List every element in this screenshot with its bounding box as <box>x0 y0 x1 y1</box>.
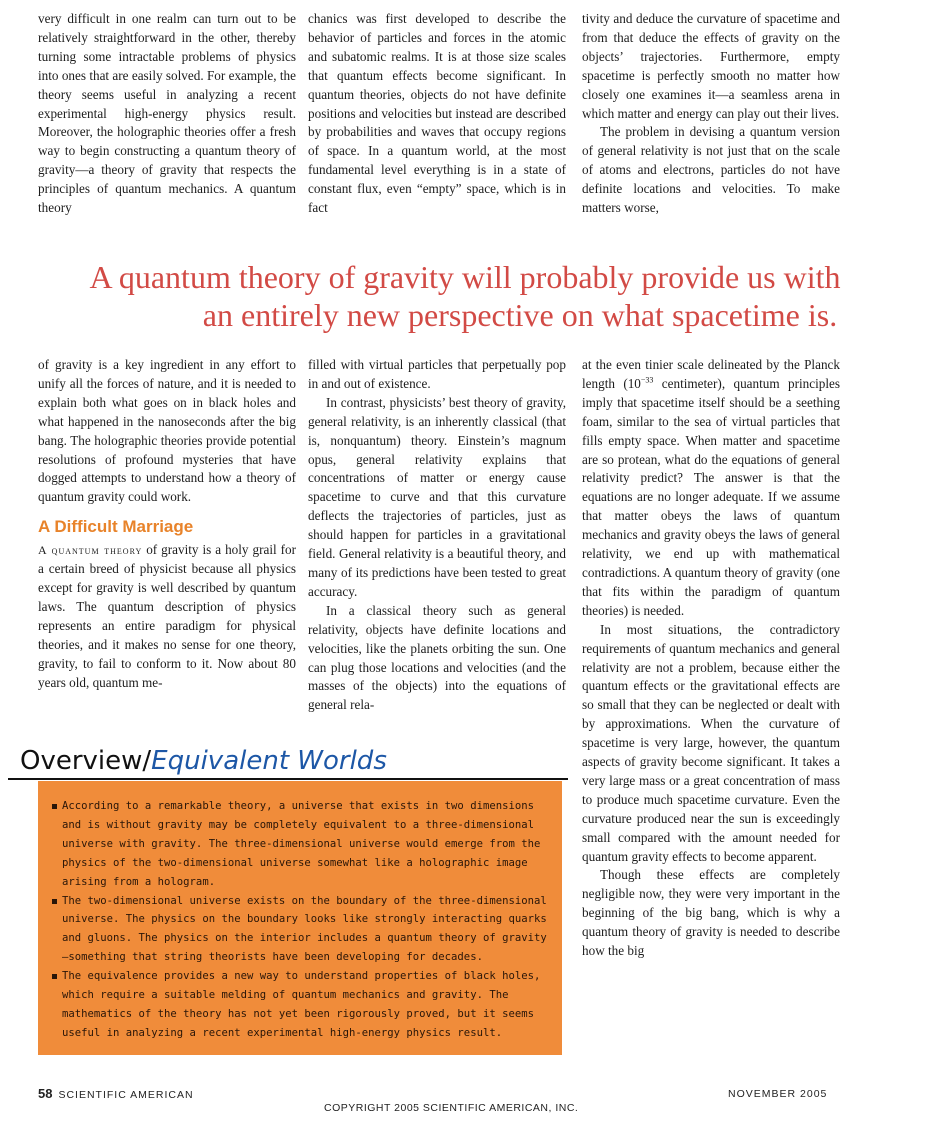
top-column-3 <box>582 10 840 242</box>
body-text: at the even tinier scale delineated by the Planck length (10 <box>582 357 840 391</box>
overview-bullet <box>52 892 548 968</box>
body-paragraph: The problem in devising a quantum version of general relativity is not just that on the scale of atoms and electrons, particles do not have definite locations and velocities. To make matters worse, <box>582 124 840 216</box>
bottom-column-3 <box>582 356 840 1061</box>
body-paragraph: very difficult in one realm can turn out to be relatively straightforward in the other, thereby turning some intractable problems of physics into ones that are easily solved. For example, the theory seems useful in analyzing a recent experimental high-energy physics result. Moreover, the holographic theories offer a fresh way to begin constructing a quantum theory of gravity—a theory of gravity that respects the principles of quantum mechanics. A quantum theory <box>38 11 296 216</box>
overview-title <box>20 746 387 776</box>
body-paragraph: In most situations, the contradictory requirements of quantum mechanics and general relativity are not a problem, because either the quantum effects or the gravitational effects are so small that they can be neglected or dealt with by approximations. When the curvature of spacetime is very large, however, the quantum aspects of gravity become significant. It takes a very large mass or a great concentration of mass to produce much spacetime curvature. Even the curvature produced near the sun is exceedingly small compared with the amount needed for quantum gravity effects to become apparent. <box>582 621 840 864</box>
body-text: of gravity is a holy grail for a certain breed of physicist because all physics except for gravity is well described by quantum laws. The quantum description of physics represents an entire paradigm for physical theories, and it makes no sense for one theory, gravity, to fail to conform to it. Now about 80 years old, quantum me- <box>38 542 296 690</box>
bullet-square-icon <box>52 899 57 904</box>
overview-box <box>38 781 562 1055</box>
pull-quote-line-1: A quantum theory of gravity will probably provide us with <box>89 259 841 295</box>
body-paragraph <box>582 356 840 621</box>
footer-left <box>38 1086 194 1101</box>
lead-in-small-caps: A quantum theory <box>38 543 143 558</box>
body-paragraph: of gravity is a key ingredient in any effort to unify all the forces of nature, and it is needed to explain both what goes on in black holes and what happened in the nanoseconds after the big bang. The holographic theories provide potential resolutions of profound mysteries that have dogged attempts to understand how a theory of quantum gravity could work. <box>38 357 296 505</box>
overview-bullet-text: According to a remarkable theory, a universe that exists in two dimensions and is without gravity may be completely equivalent to a three-dimensional universe with gravity. The three-dimensional universe would emerge from the physics of the two-dimensional universe somewhat like a holographic image arising from a hologram. <box>62 800 541 888</box>
section-subhead: A Difficult Marriage <box>38 517 194 537</box>
overview-bullet-text: The two-dimensional universe exists on the boundary of the three-dimensional universe. The physics on the boundary looks like strongly interacting quarks and gluons. The physics on the interior includes a quantum theory of gravity—something that string theorists have been developing for decades. <box>62 894 547 964</box>
overview-bullet-text: The equivalence provides a new way to understand properties of black holes, which require a suitable melding of quantum mechanics and gravity. The mathematics of the theory has not yet been rigorously proved, but it seems useful in analyzing a recent experimental high-energy physics result. <box>62 970 541 1039</box>
body-paragraph: filled with virtual particles that perpetually pop in and out of existence. <box>308 357 566 391</box>
bullet-square-icon <box>52 804 57 809</box>
overview-bullet-list <box>52 797 548 1043</box>
exponent: −33 <box>640 375 654 385</box>
body-paragraph: tivity and deduce the curvature of spacetime and from that deduce the effects of gravity on the objects’ trajectories. Furthermore, empty spacetime is perfectly smooth no matter how closely one examines it—a seamless arena in which matter and energy can play out their lives. <box>582 11 840 121</box>
body-paragraph: chanics was first developed to describe the behavior of particles and forces in the atomic and subatomic realms. It is at those size scales that quantum effects become significant. In quantum theories, objects do not have definite positions and velocities but instead are described by probabilities and waves that occupy regions of space. In a quantum world, at the most fundamental level everything is in a state of constant flux, even “empty” space, which is in fact <box>308 11 566 216</box>
body-paragraph: Though these effects are completely negligible now, they were very important in the beginning of the big bang, which is why a quantum theory of gravity is needed to describe how the big <box>582 867 840 959</box>
overview-bullet <box>52 967 548 1043</box>
page-number: 58 <box>38 1086 53 1101</box>
top-column-2 <box>308 10 566 242</box>
body-paragraph <box>38 541 296 692</box>
issue-date: NOVEMBER 2005 <box>728 1088 828 1100</box>
overview-title-topic: Equivalent Worlds <box>151 746 387 776</box>
pull-quote <box>40 258 890 334</box>
body-text: centimeter), quantum principles imply that spacetime itself should be a seething foam, similar to the sea of virtual particles that fills empty space. When matter and spacetime are so protean, what do the equations of general relativity predict? The answer is that the equations are no longer adequate. If we assume that matter obeys the laws of quantum mechanics and gravity obeys the laws of general relativity, we end up with mathematical contradictions. A quantum theory of gravity (one that fits within the paradigm of quantum theories) is needed. <box>582 375 840 618</box>
body-paragraph: In contrast, physicists’ best theory of gravity, general relativity, is an inherently classical (that is, nonquantum) theory. Einstein’s magnum opus, general relativity explains that concentrations of matter or energy cause spacetime to curve and that this curvature deflects the trajectories of particles, just as should happen for particles in a gravitational field. General relativity is a beautiful theory, and many of its predictions have been tested to great accuracy. <box>308 394 566 599</box>
pull-quote-line-2: an entirely new perspective on what spacetime is. <box>202 297 838 333</box>
bottom-column-1 <box>38 356 296 748</box>
top-column-1 <box>38 10 296 242</box>
copyright-notice: COPYRIGHT 2005 SCIENTIFIC AMERICAN, INC. <box>324 1102 579 1114</box>
overview-divider <box>8 778 568 780</box>
bullet-square-icon <box>52 974 57 979</box>
publication-name: SCIENTIFIC AMERICAN <box>58 1089 194 1101</box>
body-paragraph: In a classical theory such as general relativity, objects have definite locations and velocities, like the planets orbiting the sun. One can plug those locations and velocities (and the masses of the objects) into the equations of general rela- <box>308 602 566 713</box>
overview-title-label: Overview/ <box>20 746 152 776</box>
overview-bullet <box>52 797 548 892</box>
